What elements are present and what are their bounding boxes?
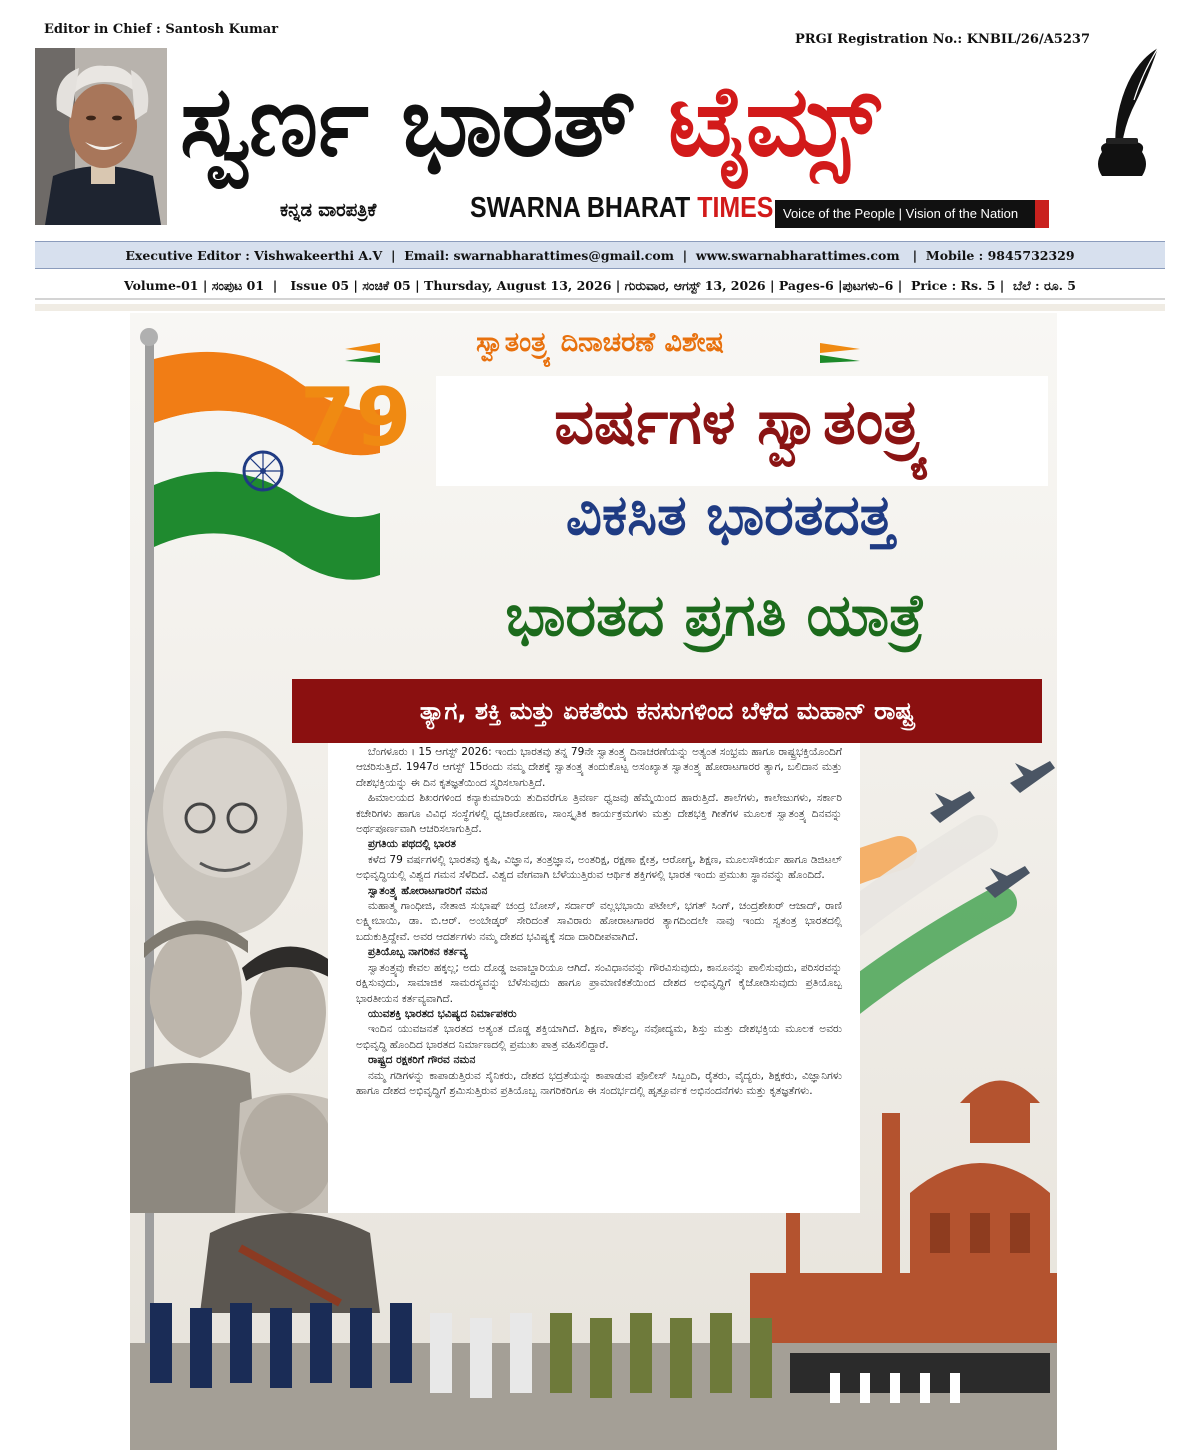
article-paragraph: ಇಂದಿನ ಯುವಜನತೆ ಭಾರತದ ಅತ್ಯಂತ ದೊಡ್ಡ ಶಕ್ತಿಯಾಗಿದೆ. ಶಿಕ್ಷಣ, ಕೌಶಲ್ಯ, ನವೋದ್ಯಮ, ಶಿಸ್ತು ಮತ್ತು ದೇಶಭಕ್ತಿಯ ಮೂಲಕ ಅವರು ಅಭಿವೃದ್ಧಿ ಹೊಂದಿದ ಭಾರತದ ನಿರ್ಮಾಣದಲ್ಲಿ ಪ್ರಮುಖ ಪಾತ್ರ ವಹಿಸಲಿದ್ದಾರೆ. bbox=[356, 1023, 842, 1051]
article-paragraph: ಕಳೆದ 79 ವರ್ಷಗಳಲ್ಲಿ ಭಾರತವು ಕೃಷಿ, ವಿಜ್ಞಾನ, ತಂತ್ರಜ್ಞಾನ, ಅಂತರಿಕ್ಷ, ರಕ್ಷಣಾ ಕ್ಷೇತ್ರ, ಆರೋಗ್ಯ, ಶಿಕ್ಷಣ, ಮೂಲಸೌಕರ್ಯ ಹಾಗೂ ಡಿಜಿಟಲ್ ಅಭಿವೃದ್ಧಿಯಲ್ಲಿ ವಿಶ್ವದ ಗಮನ ಸೆಳೆದಿದೆ. ವಿಶ್ವದ ವೇಗವಾಗಿ ಬೆಳೆಯುತ್ತಿರುವ ಆರ್ಥಿಕ ಶಕ್ತಿಗಳಲ್ಲಿ ಭಾರತ ಇಂದು ಪ್ರಮುಖ ಸ್ಥಾನವನ್ನು ಹೊಂದಿದೆ. bbox=[356, 853, 842, 882]
slogan-accent bbox=[1035, 200, 1049, 228]
title-kannada-red: ಟೈಮ್ಸ್ bbox=[668, 65, 879, 179]
date-english: Thursday, August 13, 2026 bbox=[424, 278, 612, 293]
brand-english bbox=[470, 192, 773, 225]
headline-number: 79 bbox=[300, 371, 412, 464]
prgi-registration: PRGI Registration No.: KNBIL/26/A5237 bbox=[794, 32, 1090, 47]
subtitle-kannada-weekly: ಕನ್ನಡ ವಾರಪತ್ರಿಕೆ bbox=[280, 200, 377, 221]
issue: Issue 05 | ಸಂಚಿಕೆ 05 bbox=[290, 278, 411, 293]
article-subheading: ಪ್ರಗತಿಯ ಪಥದಲ್ಲಿ ಭಾರತ bbox=[368, 838, 457, 851]
headline-line-2: ವಿಕಸಿತ ಭಾರತದತ್ತ bbox=[565, 483, 895, 548]
article-subheading: ರಾಷ್ಟ್ರದ ರಕ್ಷಕರಿಗೆ ಗೌರವ ನಮನ bbox=[368, 1054, 476, 1067]
article-paragraph: ಬೆಂಗಳೂರು । 15 ಆಗಸ್ಟ್ 2026: ಇಂದು ಭಾರತವು ತನ್ನ 79ನೇ ಸ್ವಾತಂತ್ರ್ಯ ದಿನಾಚರಣೆಯನ್ನು ಅತ್ಯಂತ ಸಂಭ್ರಮ ಹಾಗೂ ರಾಷ್ಟ್ರಭಕ್ತಿಯೊಂದಿಗೆ ಆಚರಿಸುತ್ತಿದೆ. 1947ರ ಆಗಸ್ಟ್ 15ರಂದು ನಮ್ಮ ದೇಶಕ್ಕೆ ಸ್ವಾತಂತ್ರ್ಯ ತಂದುಕೊಟ್ಟ ಅಸಂಖ್ಯಾತ ಸ್ವಾತಂತ್ರ್ಯ ಹೋರಾಟಗಾರರ ತ್ಯಾಗ, ಬಲಿದಾನ ಮತ್ತು ದೇಶಭಕ್ತಿಯನ್ನು ಈ ದಿನ ಕೃತಜ್ಞತೆಯಿಂದ ಸ್ಮರಿಸಲಾಗುತ್ತಿದೆ. bbox=[356, 746, 842, 789]
special-title: ಸ್ವಾತಂತ್ರ್ಯ ದಿನಾಚರಣೆ ವಿಶೇಷ bbox=[476, 327, 724, 358]
portrait-photo bbox=[35, 48, 167, 225]
article-subheading: ಪ್ರತಿಯೊಬ್ಬ ನಾಗರಿಕನ ಕರ್ತವ್ಯ bbox=[368, 946, 468, 959]
volume: Volume-01 | ಸಂಪುಟ 01 bbox=[124, 278, 265, 293]
editor-contact-bar: Executive Editor : Vishwakeerthi A.V | Email: swarnabharattimes@gmail.com | www.swarnabharattimes.com | Mobile : 9845732329 bbox=[35, 241, 1165, 269]
independence-day-poster bbox=[130, 313, 1057, 1450]
brand-english-black: SWARNA BHARAT bbox=[470, 192, 691, 224]
article-subheading: ಯುವಶಕ್ತಿ ಭಾರತದ ಭವಿಷ್ಯದ ನಿರ್ಮಾಪಕರು bbox=[368, 1007, 517, 1020]
tagline-banner: ತ್ಯಾಗ, ಶಕ್ತಿ ಮತ್ತು ಏಕತೆಯ ಕನಸುಗಳಿಂದ ಬೆಳೆದ ಮಹಾನ್ ರಾಷ್ಟ್ರ bbox=[292, 679, 1042, 743]
executive-editor: Executive Editor : Vishwakeerthi A.V bbox=[125, 248, 383, 263]
price-english: Price : Rs. 5 bbox=[910, 278, 996, 293]
article-paragraph: ಸ್ವಾತಂತ್ರ್ಯವು ಕೇವಲ ಹಕ್ಕಲ್ಲ; ಅದು ದೊಡ್ಡ ಜವಾಬ್ದಾರಿಯೂ ಆಗಿದೆ. ಸಂವಿಧಾನವನ್ನು ಗೌರವಿಸುವುದು, ಕಾನೂನನ್ನು ಪಾಲಿಸುವುದು, ಪರಿಸರವನ್ನು ರಕ್ಷಿಸುವುದು, ಸಾಮಾಜಿಕ ಸಾಮರಸ್ಯವನ್ನು ಬೆಳೆಸುವುದು ಹಾಗೂ ಪ್ರಾಮಾಣಿಕತೆಯಿಂದ ದೇಶದ ಅಭಿವೃದ್ಧಿಗೆ ಕೈಜೋಡಿಸುವುದು ಪ್ರತಿಯೊಬ್ಬ ಭಾರತೀಯನ ಕರ್ತವ್ಯವಾಗಿದೆ. bbox=[356, 961, 842, 1005]
pages: Pages-6 |ಪುಟಗಳು–6 bbox=[778, 278, 894, 293]
mobile-number: Mobile : 9845732329 bbox=[925, 248, 1075, 263]
price-kannada: ಬೆಲೆ : ರೂ. 5 bbox=[1013, 278, 1076, 293]
date-kannada: ಗುರುವಾರ, ಆಗಸ್ಟ್ 13, 2026 bbox=[624, 278, 766, 293]
slogan-bar: Voice of the People | Vision of the Nation bbox=[775, 200, 1035, 228]
article-paragraph: ನಮ್ಮ ಗಡಿಗಳನ್ನು ಕಾಪಾಡುತ್ತಿರುವ ಸೈನಿಕರು, ದೇಶದ ಭದ್ರತೆಯನ್ನು ಕಾಪಾಡುವ ಪೊಲೀಸ್ ಸಿಬ್ಬಂದಿ, ರೈತರು, ವೈದ್ಯರು, ಶಿಕ್ಷಕರು, ವಿಜ್ಞಾನಿಗಳು ಹಾಗೂ ದೇಶದ ಅಭಿವೃದ್ಧಿಗೆ ಶ್ರಮಿಸುತ್ತಿರುವ ಪ್ರತಿಯೊಬ್ಬ ನಾಗರಿಕರಿಗೂ ಈ ಸಂದರ್ಭದಲ್ಲಿ ಹೃತ್ಪೂರ್ವಕ ಅಭಿನಂದನೆಗಳು ಮತ್ತು ಕೃತಜ್ಞತೆಗಳು. bbox=[356, 1069, 842, 1097]
ashoka-chakra-icon bbox=[244, 452, 282, 490]
article-paragraph: ಮಹಾತ್ಮ ಗಾಂಧೀಜಿ, ನೇತಾಜಿ ಸುಭಾಷ್ ಚಂದ್ರ ಬೋಸ್, ಸರ್ದಾರ್ ವಲ್ಲಭಭಾಯಿ ಪಟೇಲ್, ಭಗತ್ ಸಿಂಗ್, ಚಂದ್ರಶೇಖರ್ ಆಜಾದ್, ರಾಣಿ ಲಕ್ಷ್ಮೀಬಾಯಿ, ಡಾ. ಬಿ.ಆರ್. ಅಂಬೇಡ್ಕರ್ ಸೇರಿದಂತೆ ಸಾವಿರಾರು ಹೋರಾಟಗಾರರ ತ್ಯಾಗದಿಂದಲೇ ನಾವು ಇಂದು ಸ್ವತಂತ್ರ ಭಾರತದಲ್ಲಿ ಬದುಕುತ್ತಿದ್ದೇವೆ. ಅವರ ಆದರ್ಶಗಳು ನಮ್ಮ ದೇಶದ ಭವಿಷ್ಯಕ್ಕೆ ಸದಾ ದಾರಿದೀಪವಾಗಿದೆ. bbox=[356, 900, 842, 943]
article-paragraph: ಹಿಮಾಲಯದ ಶಿಖರಗಳಿಂದ ಕನ್ಯಾಕುಮಾರಿಯ ತುದಿವರೆಗೂ ತ್ರಿವರ್ಣ ಧ್ವಜವು ಹೆಮ್ಮೆಯಿಂದ ಹಾರುತ್ತಿದೆ. ಶಾಲೆಗಳು, ಕಾಲೇಜುಗಳು, ಸರ್ಕಾರಿ ಕಚೇರಿಗಳು ಹಾಗೂ ವಿವಿಧ ಸಂಸ್ಥೆಗಳಲ್ಲಿ ಧ್ವಜಾರೋಹಣ, ಸಾಂಸ್ಕೃತಿಕ ಕಾರ್ಯಕ್ರಮಗಳು ಮತ್ತು ದೇಶಭಕ್ತಿ ಗೀತೆಗಳ ಮೂಲಕ ಸ್ವಾತಂತ್ರ್ಯ ದಿನವನ್ನು ಅರ್ಥಪೂರ್ಣವಾಗಿ ಆಚರಿಸಲಾಗುತ್ತಿದೆ. bbox=[356, 792, 842, 836]
website-link[interactable]: www.swarnabharattimes.com bbox=[695, 248, 900, 263]
editor-in-chief: Editor in Chief : Santosh Kumar bbox=[44, 22, 279, 37]
quill-inkpot-icon bbox=[1088, 44, 1166, 182]
brand-english-red: TIMES bbox=[697, 192, 774, 224]
article-subheading: ಸ್ವಾತಂತ್ರ್ಯ ಹೋರಾಟಗಾರರಿಗೆ ನಮನ bbox=[368, 884, 488, 897]
title-kannada-black: ಸ್ವರ್ಣ ಭಾರತ್ bbox=[180, 65, 636, 179]
headline-line-1: ವರ್ಷಗಳ ಸ್ವಾತಂತ್ರ್ಯ bbox=[554, 385, 930, 458]
masthead-divider bbox=[35, 304, 1165, 311]
issue-info-bar: Volume-01 | ಸಂಪುಟ 01 | Issue 05 | ಸಂಚಿಕೆ 05 | Thursday, August 13, 2026 | ಗುರುವಾರ, ಆಗಸ್ಟ್ 13, 2026 | Pages-6 |ಪುಟಗಳು–6 | Price : Rs. 5 | ಬೆಲೆ : ರೂ. 5 bbox=[35, 272, 1165, 300]
email-link[interactable]: Email: swarnabharattimes@gmail.com bbox=[404, 248, 674, 263]
masthead-title-kannada bbox=[180, 52, 1085, 192]
article-body bbox=[356, 745, 842, 1099]
headline-line-3: ಭಾರತದ ಪ್ರಗತಿ ಯಾತ್ರೆ bbox=[505, 581, 925, 649]
